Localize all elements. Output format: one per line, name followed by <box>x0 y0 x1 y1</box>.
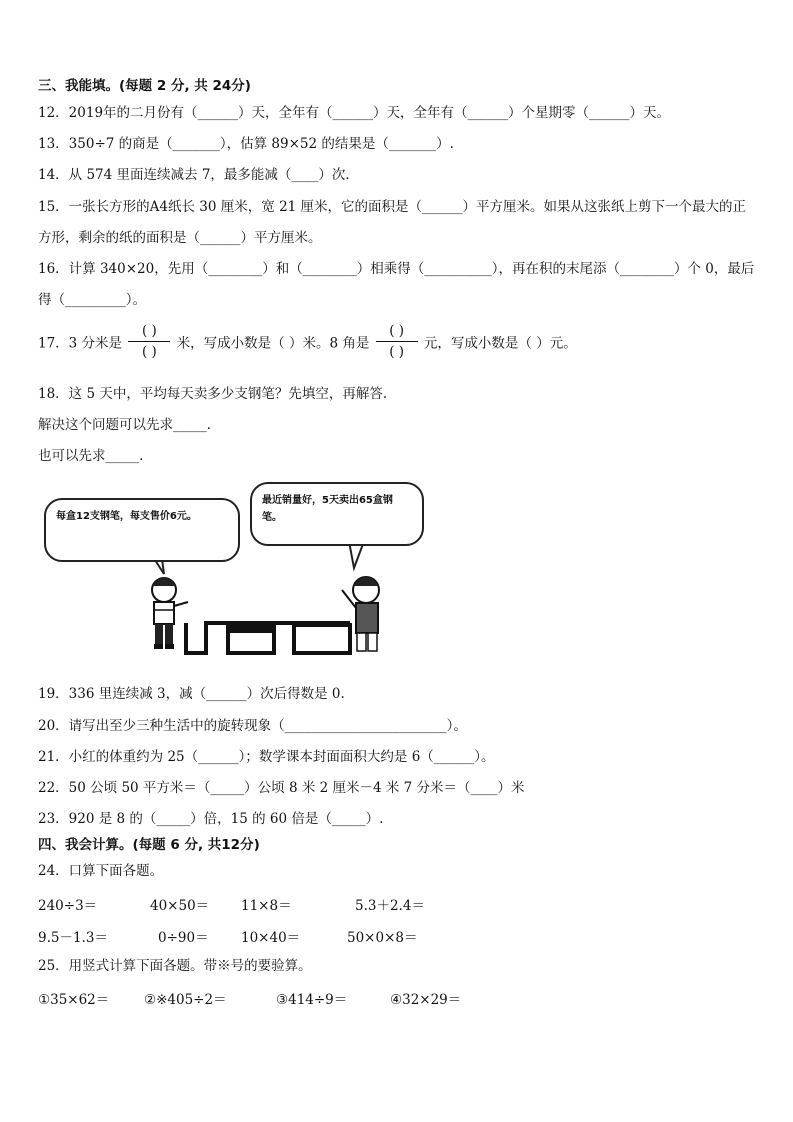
oral-calc-item: 10×40＝ <box>241 930 301 946</box>
oral-calc-item: 50×0×8＝ <box>347 930 418 946</box>
fraction-bar <box>376 341 418 342</box>
question-24-stem: 24．口算下面各题。 <box>38 863 164 879</box>
fraction-denominator-blank: ( ) <box>141 344 157 360</box>
question-17-tail: 元，写成小数是（ ）元。 <box>423 335 577 352</box>
speech-bubble-right: 最近销量好，5天卖出65盒钢笔。 <box>250 482 424 546</box>
question-18-line-2: 也可以先求_____． <box>38 448 153 464</box>
question-17-lead: 17．3 分米是 <box>38 335 123 352</box>
question-23: 23．920 是 8 的（_____）倍，15 的 60 倍是（_____）. <box>38 811 384 827</box>
question-14: 14．从 574 里面连续减去 7，最多能减（____）次． <box>38 167 359 183</box>
written-calc-item: ③414÷9＝ <box>276 992 348 1008</box>
oral-calc-item: 0÷90＝ <box>158 930 209 946</box>
question-16-line-2: 得（_________）。 <box>38 292 146 308</box>
question-18-line-1: 解决这个问题可以先求_____． <box>38 417 221 433</box>
question-18-illustration <box>36 478 426 663</box>
question-15-line-1: 15．一张长方形的A4纸长 30 厘米，宽 21 厘米，它的面积是（______）平方厘米。如果从这张纸上剪下一个最大的正 <box>38 199 747 215</box>
question-16-line-1: 16．计算 340×20，先用（________）和（________）相乘得（__________），再在积的末尾添（________）个 0，最后 <box>38 261 755 277</box>
question-25-stem: 25．用竖式计算下面各题。带※号的要验算。 <box>38 958 312 974</box>
speech-bubble-left: 每盒12支钢笔，每支售价6元。 <box>44 498 240 562</box>
fraction-numerator-blank: ( ) <box>141 323 157 339</box>
fraction-numerator-blank: ( ) <box>389 323 405 339</box>
oral-calc-item: 5.3＋2.4＝ <box>355 898 425 914</box>
fraction-bar <box>128 341 170 342</box>
fraction-denominator-blank: ( ) <box>389 344 405 360</box>
oral-calc-item: 9.5－1.3＝ <box>38 930 108 946</box>
oral-calc-item: 40×50＝ <box>150 898 210 914</box>
written-calc-item: ④32×29＝ <box>390 992 462 1008</box>
question-17 <box>38 322 577 361</box>
question-21: 21．小红的体重约为 25（______）；数学课本封面面积大约是 6（______）。 <box>38 749 495 765</box>
pen-box <box>294 621 350 627</box>
question-18-stem: 18．这 5 天中，平均每天卖多少支钢笔？先填空，再解答． <box>38 386 397 402</box>
child-right-figure <box>342 577 379 651</box>
pen-box <box>228 621 274 633</box>
question-13: 13．350÷7 的商是（_______），估算 89×52 的结果是（_______）. <box>38 136 454 152</box>
question-20: 20．请写出至少三种生活中的旋转现象（________________________）。 <box>38 718 467 734</box>
written-calc-item: ②※405÷2＝ <box>144 992 227 1008</box>
question-19: 19．336 里连续减 3，减（______）次后得数是 0. <box>38 686 345 702</box>
question-15-line-2: 方形，剩余的纸的面积是（______）平方厘米。 <box>38 230 322 246</box>
fraction-blank-meters <box>128 322 170 361</box>
oral-calc-item: 240÷3＝ <box>38 898 98 914</box>
fraction-blank-yuan <box>376 322 418 361</box>
written-calc-item: ①35×62＝ <box>38 992 110 1008</box>
section-4-title: 四、我会计算。(每题 6 分, 共12分) <box>38 837 260 853</box>
question-17-middle: 米，写成小数是（ ）米。8 角是 <box>176 335 370 352</box>
question-12: 12．2019年的二月份有（______）天，全年有（______）天，全年有（______）个星期零（______）天。 <box>38 105 671 121</box>
question-22: 22．50 公顷 50 平方米＝（_____）公顷 8 米 2 厘米－4 米 7 分米＝（____）米 <box>38 780 525 796</box>
section-3-title: 三、我能填。(每题 2 分, 共 24分) <box>38 78 251 94</box>
child-left-figure <box>152 578 188 649</box>
oral-calc-item: 11×8＝ <box>241 898 292 914</box>
